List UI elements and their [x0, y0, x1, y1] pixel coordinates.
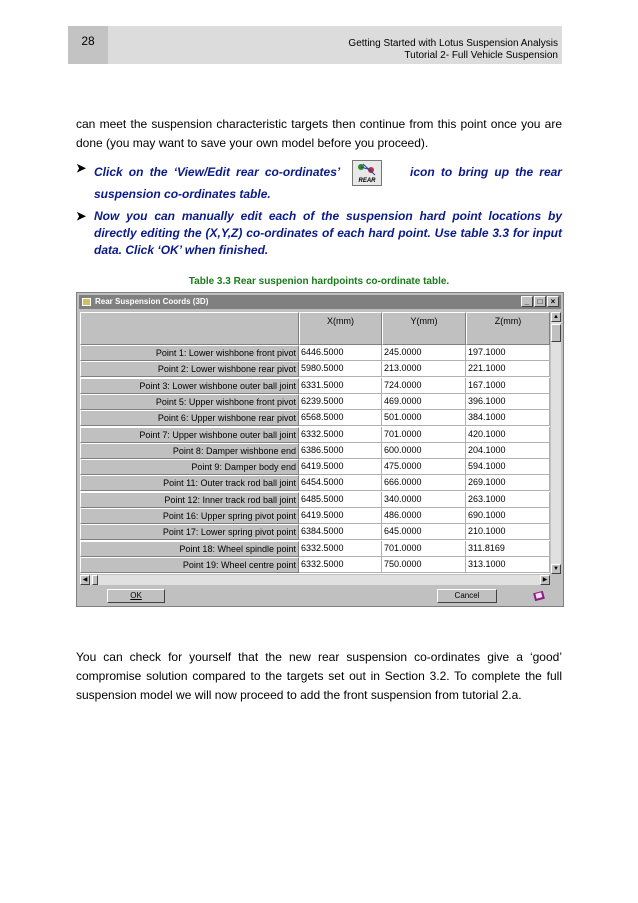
scroll-right-arrow-icon[interactable]: ▶: [540, 575, 550, 585]
cell-x[interactable]: 6568.5000: [299, 410, 382, 426]
cell-y[interactable]: 724.0000: [382, 378, 466, 394]
table-row: [80, 345, 550, 361]
bullet-2-text: Now you can manually edit each of the suspension hard point locations by directly editing the (X,Y,Z) co-ordinates of each hard point. Use table 3.3 for input data. Click ‘OK’ when finished.: [94, 209, 562, 257]
table-row: [80, 475, 550, 491]
cell-x[interactable]: 6485.5000: [299, 492, 382, 508]
row-header[interactable]: Point 11: Outer track rod ball joint: [80, 475, 299, 491]
cell-z[interactable]: 313.1000: [466, 557, 550, 573]
hscroll-thumb[interactable]: [92, 575, 98, 585]
cell-x[interactable]: 6386.5000: [299, 443, 382, 459]
row-header[interactable]: Point 16: Upper spring pivot point: [80, 508, 299, 524]
table-row: [80, 410, 550, 426]
table-row: [80, 443, 550, 459]
row-header[interactable]: Point 18: Wheel spindle point: [80, 541, 299, 557]
column-header-y[interactable]: Y(mm): [382, 312, 466, 345]
column-header-z[interactable]: Z(mm): [466, 312, 550, 345]
grid-corner-cell: [80, 312, 299, 345]
row-header[interactable]: Point 7: Upper wishbone outer ball joint: [80, 427, 299, 443]
minimize-button[interactable]: _: [521, 296, 533, 307]
cell-z[interactable]: 210.1000: [466, 524, 550, 540]
row-header[interactable]: Point 9: Damper body end: [80, 459, 299, 475]
horizontal-scrollbar[interactable]: [80, 575, 550, 585]
closing-paragraph: You can check for yourself that the new rear suspension co-ordinates give a ‘good’ compromise solution compared to the targets set out in Section 3.2. To complete the full suspension model we will now proceed to add the front suspension from tutorial 2.a.: [76, 650, 562, 702]
cell-z[interactable]: 263.1000: [466, 492, 550, 508]
cell-z[interactable]: 690.1000: [466, 508, 550, 524]
cell-x[interactable]: 6454.5000: [299, 475, 382, 491]
row-header[interactable]: Point 3: Lower wishbone outer ball joint: [80, 378, 299, 394]
bullet-1-text-a: Click on the ‘View/Edit rear co-ordinates’: [94, 165, 340, 180]
cell-z[interactable]: 311.8169: [466, 541, 550, 557]
arrow-bullet-icon: ➤: [76, 209, 87, 223]
table-row: [80, 378, 550, 394]
row-header[interactable]: Point 6: Upper wishbone rear pivot: [80, 410, 299, 426]
maximize-button[interactable]: □: [534, 296, 546, 307]
cancel-button[interactable]: Cancel: [437, 589, 497, 603]
window-app-icon: [82, 298, 91, 306]
table-row: [80, 541, 550, 557]
table-row: [80, 492, 550, 508]
cell-x[interactable]: 6446.5000: [299, 345, 382, 361]
cell-x[interactable]: 5980.5000: [299, 361, 382, 377]
cell-y[interactable]: 701.0000: [382, 541, 466, 557]
cell-y[interactable]: 340.0000: [382, 492, 466, 508]
header-text: [348, 38, 558, 62]
cell-x[interactable]: 6331.5000: [299, 378, 382, 394]
table-caption: Table 3.3 Rear suspenion hardpoints co-ordinate table.: [188, 276, 450, 287]
cell-y[interactable]: 750.0000: [382, 557, 466, 573]
bullet-edit-hardpoints: [76, 208, 562, 260]
scroll-down-arrow-icon[interactable]: ▼: [551, 564, 561, 574]
window-controls: [521, 296, 559, 307]
intro-paragraph: can meet the suspension characteristic targets then continue from this point once you are done (you may want to save your own model before you proceed).: [76, 117, 562, 150]
cell-y[interactable]: 666.0000: [382, 475, 466, 491]
cell-x[interactable]: 6332.5000: [299, 427, 382, 443]
row-header[interactable]: Point 2: Lower wishbone rear pivot: [80, 361, 299, 377]
cell-z[interactable]: 396.1000: [466, 394, 550, 410]
ok-button[interactable]: OK: [107, 589, 165, 603]
row-header[interactable]: Point 12: Inner track rod ball joint: [80, 492, 299, 508]
cell-z[interactable]: 204.1000: [466, 443, 550, 459]
scroll-up-arrow-icon[interactable]: ▲: [551, 312, 561, 322]
cell-z[interactable]: 221.1000: [466, 361, 550, 377]
table-row: [80, 524, 550, 540]
cell-z[interactable]: 384.1000: [466, 410, 550, 426]
scroll-left-arrow-icon[interactable]: ◀: [80, 575, 90, 585]
rear-icon-label: REAR: [358, 178, 376, 184]
header-subtitle: Tutorial 2- Full Vehicle Suspension: [404, 50, 558, 61]
cell-y[interactable]: 213.0000: [382, 361, 466, 377]
row-header[interactable]: Point 17: Lower spring pivot point: [80, 524, 299, 540]
row-header[interactable]: Point 8: Damper wishbone end: [80, 443, 299, 459]
cell-y[interactable]: 245.0000: [382, 345, 466, 361]
rear-coords-icon[interactable]: [352, 160, 382, 186]
table-row: [80, 361, 550, 377]
row-header[interactable]: Point 19: Wheel centre point: [80, 557, 299, 573]
cell-x[interactable]: 6332.5000: [299, 557, 382, 573]
window-title: Rear Suspension Coords (3D): [95, 297, 209, 306]
cell-x[interactable]: 6239.5000: [299, 394, 382, 410]
table-row: [80, 557, 550, 573]
cell-y[interactable]: 501.0000: [382, 410, 466, 426]
cell-x[interactable]: 6384.5000: [299, 524, 382, 540]
cell-y[interactable]: 475.0000: [382, 459, 466, 475]
cell-z[interactable]: 420.1000: [466, 427, 550, 443]
cell-y[interactable]: 469.0000: [382, 394, 466, 410]
cell-z[interactable]: 197.1000: [466, 345, 550, 361]
cell-y[interactable]: 645.0000: [382, 524, 466, 540]
table-row: [80, 459, 550, 475]
page-header: [68, 26, 562, 64]
row-header[interactable]: Point 5: Upper wishbone front pivot: [80, 394, 299, 410]
cell-y[interactable]: 486.0000: [382, 508, 466, 524]
close-button[interactable]: ×: [547, 296, 559, 307]
cell-z[interactable]: 167.1000: [466, 378, 550, 394]
row-header[interactable]: Point 1: Lower wishbone front pivot: [80, 345, 299, 361]
cell-z[interactable]: 594.1000: [466, 459, 550, 475]
table-row: [80, 394, 550, 410]
cell-x[interactable]: 6419.5000: [299, 508, 382, 524]
grid-header-row: [80, 312, 550, 345]
cell-z[interactable]: 269.1000: [466, 475, 550, 491]
coords-grid: [80, 312, 550, 574]
table-row: [80, 508, 550, 524]
arrow-bullet-icon: ➤: [76, 161, 87, 175]
vertical-scrollbar[interactable]: [551, 312, 561, 574]
page-number: 28: [68, 26, 108, 64]
cell-x[interactable]: 6419.5000: [299, 459, 382, 475]
header-title: Getting Started with Lotus Suspension Analysis: [348, 38, 558, 49]
scroll-thumb[interactable]: [551, 324, 561, 342]
bullet-1-text-b: icon to bring up the rear suspension co-ordinates table.: [94, 165, 562, 201]
cell-y[interactable]: 701.0000: [382, 427, 466, 443]
cell-x[interactable]: 6332.5000: [299, 541, 382, 557]
rear-suspension-coords-window: [76, 292, 564, 607]
bullet-view-edit: [76, 160, 562, 201]
cell-y[interactable]: 600.0000: [382, 443, 466, 459]
help-book-icon[interactable]: [533, 589, 547, 601]
window-titlebar[interactable]: [79, 295, 561, 309]
column-header-x[interactable]: X(mm): [299, 312, 382, 345]
table-row: [80, 427, 550, 443]
